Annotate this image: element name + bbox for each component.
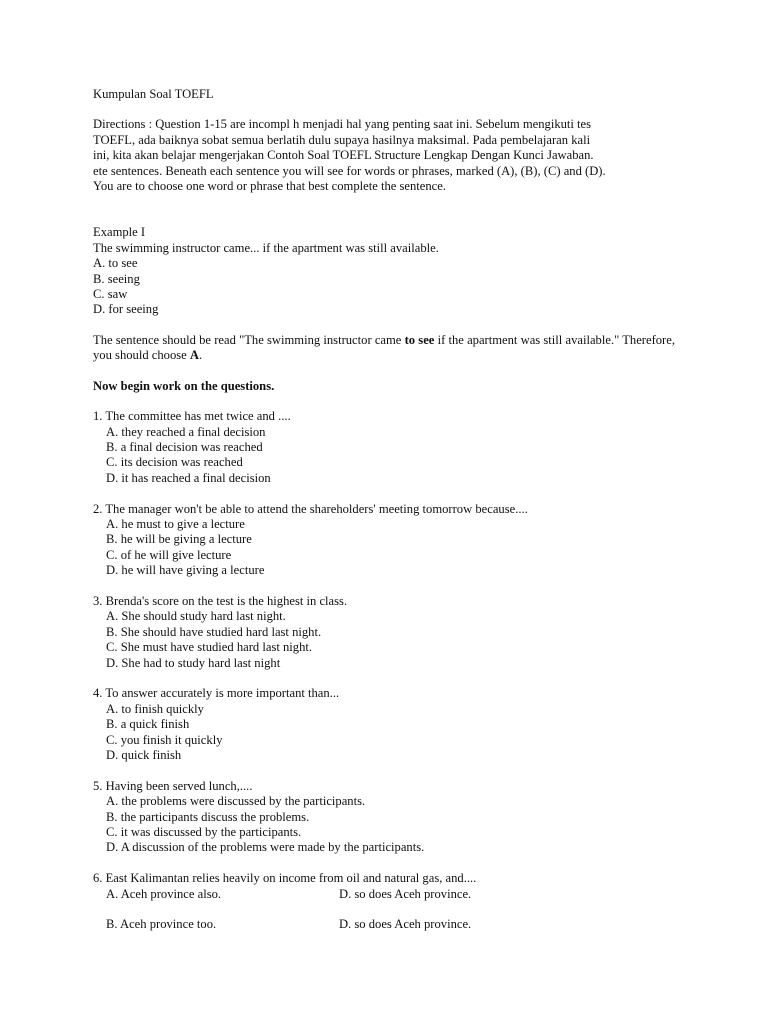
question-item <box>93 779 675 856</box>
example-option: C. saw <box>93 287 128 302</box>
example-explanation <box>93 333 675 364</box>
explanation-text: if the apartment was still available." Therefore, you should choose <box>93 332 675 363</box>
question-text: 3. Brenda's score on the test is the highest in class. <box>93 593 348 608</box>
directions-line: ete sentences. Beneath each sentence you will see for words or phrases, marked (A), (B), (C) and (D). <box>93 163 606 178</box>
answer-option: B. Aceh province too. <box>106 917 217 932</box>
example-option: B. seeing <box>93 271 140 286</box>
answer-option: C. She must have studied hard last night. <box>106 640 313 655</box>
explanation-answer: A <box>189 348 200 363</box>
example-title: Example I <box>93 225 146 240</box>
question-text: 4. To answer accurately is more important than... <box>93 686 340 701</box>
question-text: 2. The manager won't be able to attend the shareholders' meeting tomorrow because.... <box>93 501 528 516</box>
explanation-bold-phrase: to see <box>404 332 435 347</box>
answer-option: D. it has reached a final decision <box>106 470 271 485</box>
answer-option: D. A discussion of the problems were made by the participants. <box>106 840 425 855</box>
answer-option: A. they reached a final decision <box>106 424 266 439</box>
answer-option: B. the participants discuss the problems. <box>106 809 310 824</box>
blank-line <box>93 902 675 917</box>
question-list <box>93 409 675 933</box>
answer-option: C. of he will give lecture <box>106 547 232 562</box>
answer-option: C. you finish it quickly <box>106 732 223 747</box>
example-option: D. for seeing <box>93 302 159 317</box>
document-title: Kumpulan Soal TOEFL <box>93 87 214 101</box>
answer-option: B. a quick finish <box>106 717 190 732</box>
explanation-text: . <box>199 348 203 363</box>
answer-option-row <box>93 917 675 932</box>
answer-option: B. he will be giving a lecture <box>106 532 252 547</box>
answer-option: A. he must to give a lecture <box>106 516 245 531</box>
answer-option: B. a final decision was reached <box>106 439 263 454</box>
answer-option: D. She had to study hard last night <box>106 655 281 670</box>
example-question: The swimming instructor came... if the apartment was still available. <box>93 240 439 255</box>
question-item <box>93 686 675 763</box>
answer-option-row <box>93 887 675 902</box>
question-item <box>93 502 675 579</box>
answer-option: A. She should study hard last night. <box>106 609 286 624</box>
answer-option: C. its decision was reached <box>106 455 243 470</box>
begin-heading: Now begin work on the questions. <box>93 378 275 393</box>
answer-option: A. Aceh province also. <box>106 886 222 901</box>
directions-line: Directions : Question 1-15 are incompl h menjadi hal yang penting saat ini. Sebelum mengikuti tes <box>93 117 592 132</box>
directions-paragraph <box>93 117 675 194</box>
question-item <box>93 594 675 671</box>
document-page <box>93 87 675 948</box>
directions-line: You are to choose one word or phrase that best complete the sentence. <box>93 179 446 194</box>
answer-option: A. to finish quickly <box>106 701 204 716</box>
answer-option: B. She should have studied hard last night. <box>106 624 322 639</box>
question-text: 1. The committee has met twice and .... <box>93 409 291 424</box>
answer-option: D. so does Aceh province. <box>339 917 472 932</box>
answer-option: D. he will have giving a lecture <box>106 563 265 578</box>
question-item <box>93 871 675 933</box>
answer-option: A. the problems were discussed by the participants. <box>106 794 366 809</box>
example-option: A. to see <box>93 256 138 271</box>
directions-line: TOEFL, ada baiknya sobat semua berlatih dulu supaya hasilnya maksimal. Pada pembelajaran kali <box>93 132 591 147</box>
directions-line: ini, kita akan belajar mengerjakan Contoh Soal TOEFL Structure Lengkap Dengan Kunci Jawaban. <box>93 148 594 163</box>
question-item <box>93 409 675 486</box>
question-text: 5. Having been served lunch,.... <box>93 778 253 793</box>
answer-option: C. it was discussed by the participants. <box>106 825 302 839</box>
explanation-text: The sentence should be read "The swimming instructor came <box>93 332 405 347</box>
answer-option: D. so does Aceh province. <box>339 886 472 901</box>
question-text: 6. East Kalimantan relies heavily on income from oil and natural gas, and.... <box>93 871 477 886</box>
answer-option: D. quick finish <box>106 747 182 762</box>
